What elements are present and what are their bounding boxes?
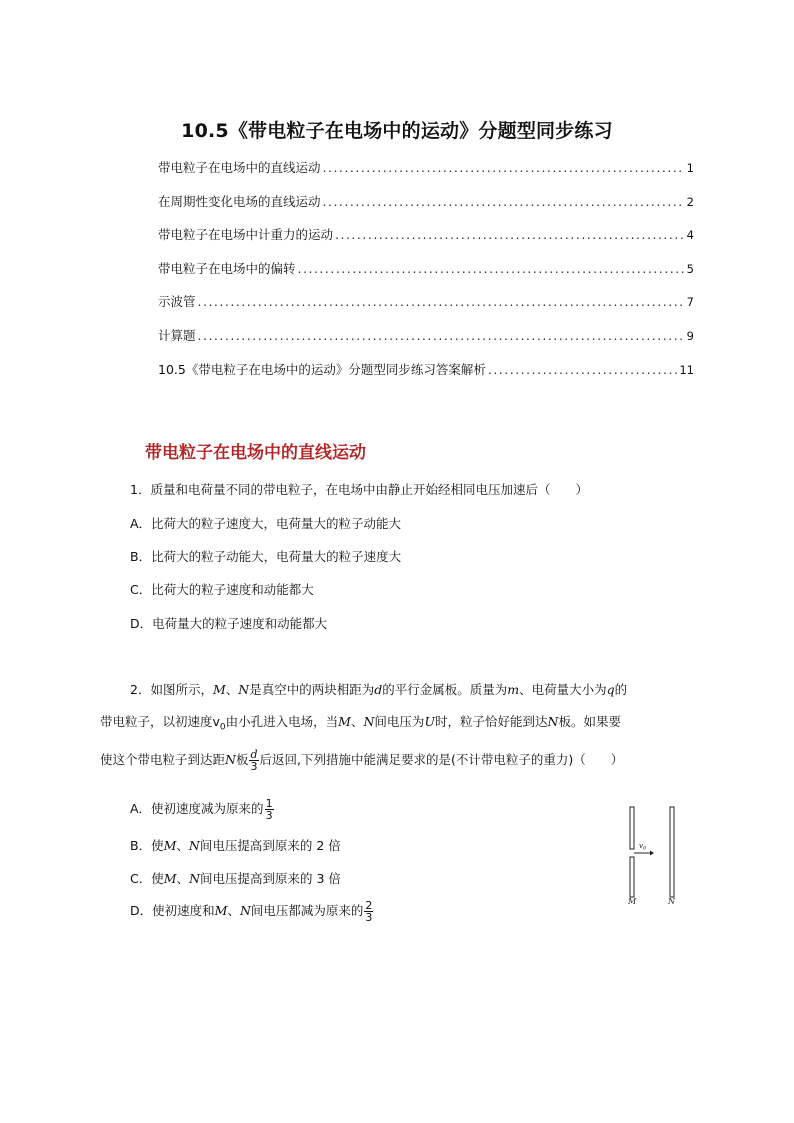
var-n-plate: N <box>238 682 250 697</box>
toc-leader-dots <box>488 362 678 377</box>
var-mass: m <box>507 682 520 697</box>
var-charge: q <box>606 682 615 697</box>
toc-entry[interactable] <box>158 326 694 360</box>
question-2-option-d <box>130 900 374 923</box>
toc-entry-text: 10.5《带电粒子在电场中的运动》分题型同步练习答案解析 <box>158 361 486 377</box>
text: 、电荷量大小为 <box>519 682 607 697</box>
text: 后返回,下列措施中能满足要求的是(不计带电粒子的重力)（ ） <box>259 751 624 767</box>
var-d: d <box>374 682 383 697</box>
text: 时，粒子恰好能到达 <box>434 714 548 729</box>
text: A．使初速度减为原来的 <box>130 801 264 816</box>
text: 、 <box>176 838 189 853</box>
var-m-plate: M <box>338 714 351 729</box>
text: 是真空中的两块相距为 <box>249 682 375 697</box>
fraction-numerator: d <box>250 747 258 761</box>
toc-entry-page: 9 <box>686 328 694 343</box>
text: 间电压都减为原来的 <box>250 903 364 918</box>
var-n-plate: N <box>188 838 200 853</box>
toc-leader-dots <box>298 261 685 276</box>
fraction-denominator: 3 <box>250 759 258 773</box>
var-voltage: U <box>424 714 435 729</box>
var-m-plate: M <box>214 903 228 918</box>
section-heading: 带电粒子在电场中的直线运动 <box>145 443 366 463</box>
table-of-contents <box>158 158 694 393</box>
toc-entry[interactable] <box>158 360 694 394</box>
toc-entry-page: 2 <box>686 194 694 209</box>
var-m-plate: M <box>163 871 177 886</box>
toc-leader-dots <box>198 328 685 343</box>
velocity-symbol: v <box>639 842 643 850</box>
text: C．使 <box>130 871 164 886</box>
toc-entry-page: 5 <box>686 261 694 276</box>
question-2-option-a <box>130 798 275 821</box>
toc-leader-dots <box>335 227 685 242</box>
text: 、 <box>225 682 239 697</box>
text: 使这个带电粒子到达距 <box>100 751 226 767</box>
toc-entry-text: 示波管 <box>158 294 196 310</box>
toc-entry[interactable] <box>158 225 694 259</box>
fraction-denominator: 3 <box>365 911 373 924</box>
question-1-option-b: B．比荷大的粒子动能大，电荷量大的粒子速度大 <box>130 549 402 564</box>
subscript: 0 <box>219 722 226 733</box>
toc-entry[interactable] <box>158 158 694 192</box>
toc-entry-page: 1 <box>686 161 694 175</box>
fraction-denominator: 3 <box>265 809 273 822</box>
fraction <box>364 900 373 923</box>
toc-leader-dots <box>323 160 685 175</box>
plate-m-upper <box>630 807 634 849</box>
question-1-stem: 1．质量和电荷量不同的带电粒子，在电场中由静止开始经相同电压加速后（ ） <box>130 482 588 497</box>
toc-entry-text: 在周期性变化电场的直线运动 <box>158 193 321 209</box>
text: 带电粒子，以初速度v <box>100 714 220 729</box>
toc-entry-text: 带电粒子在电场中计重力的运动 <box>158 227 334 243</box>
var-n-plate: N <box>225 751 236 767</box>
var-m-plate: M <box>163 838 177 853</box>
fraction <box>249 749 258 772</box>
plate-m-label: M <box>628 897 637 905</box>
toc-leader-dots <box>198 294 685 309</box>
var-m-plate: M <box>212 682 226 697</box>
plate-n <box>670 807 674 897</box>
var-n-plate: N <box>239 903 251 918</box>
var-n-plate: N <box>363 714 375 729</box>
fraction <box>265 798 274 821</box>
toc-entry-page: 11 <box>679 362 694 377</box>
parallel-plates-diagram <box>620 805 690 905</box>
question-2-line-3 <box>100 744 700 776</box>
text: 板 <box>235 751 249 767</box>
toc-entry-page: 7 <box>686 295 694 310</box>
toc-entry[interactable] <box>158 259 694 293</box>
question-2-option-b <box>130 836 341 854</box>
text: 2．如图所示， <box>130 682 213 697</box>
toc-entry-text: 带电粒子在电场中的偏转 <box>158 260 296 276</box>
arrow-head-icon <box>650 851 654 856</box>
text: 、 <box>176 871 190 886</box>
velocity-subscript: 0 <box>642 845 647 852</box>
text: B．使 <box>130 838 164 853</box>
text: 、 <box>227 903 240 918</box>
text: D．使初速度和 <box>130 903 215 918</box>
text: 的 <box>614 682 628 697</box>
velocity-label <box>639 842 647 852</box>
question-1-option-d: D．电荷量大的粒子速度和动能都大 <box>130 616 328 631</box>
question-2-line-1 <box>100 674 700 706</box>
toc-entry[interactable] <box>158 192 694 226</box>
text: 、 <box>350 714 364 729</box>
toc-entry-text: 计算题 <box>158 327 196 343</box>
plate-m-lower <box>630 857 634 897</box>
var-n-plate: N <box>547 714 559 729</box>
toc-entry-text: 带电粒子在电场中的直线运动 <box>158 160 321 175</box>
text: 间电压提高到原来的 2 倍 <box>199 838 341 853</box>
fraction-numerator: 2 <box>365 899 373 912</box>
document-title: 10.5《带电粒子在电场中的运动》分题型同步练习 <box>181 120 613 142</box>
toc-entry-page: 4 <box>686 228 694 243</box>
text: 间电压为 <box>374 714 425 729</box>
question-2-stem <box>100 674 700 776</box>
text: 由小孔进入电场，当 <box>225 714 339 729</box>
toc-leader-dots <box>323 194 685 209</box>
text: 间电压提高到原来的 3 倍 <box>200 871 341 886</box>
text: 板。如果要 <box>558 714 621 729</box>
plate-n-label: N <box>668 897 675 905</box>
question-2-line-2 <box>100 706 700 744</box>
text: 的平行金属板。质量为 <box>382 682 508 697</box>
var-n-plate: N <box>189 871 200 886</box>
question-1-option-a: A．比荷大的粒子速度大，电荷量大的粒子动能大 <box>130 516 402 531</box>
question-2-option-c <box>130 869 341 887</box>
question-1-option-c: C．比荷大的粒子速度和动能都大 <box>130 582 314 597</box>
fraction-numerator: 1 <box>265 797 273 810</box>
toc-entry[interactable] <box>158 292 694 326</box>
